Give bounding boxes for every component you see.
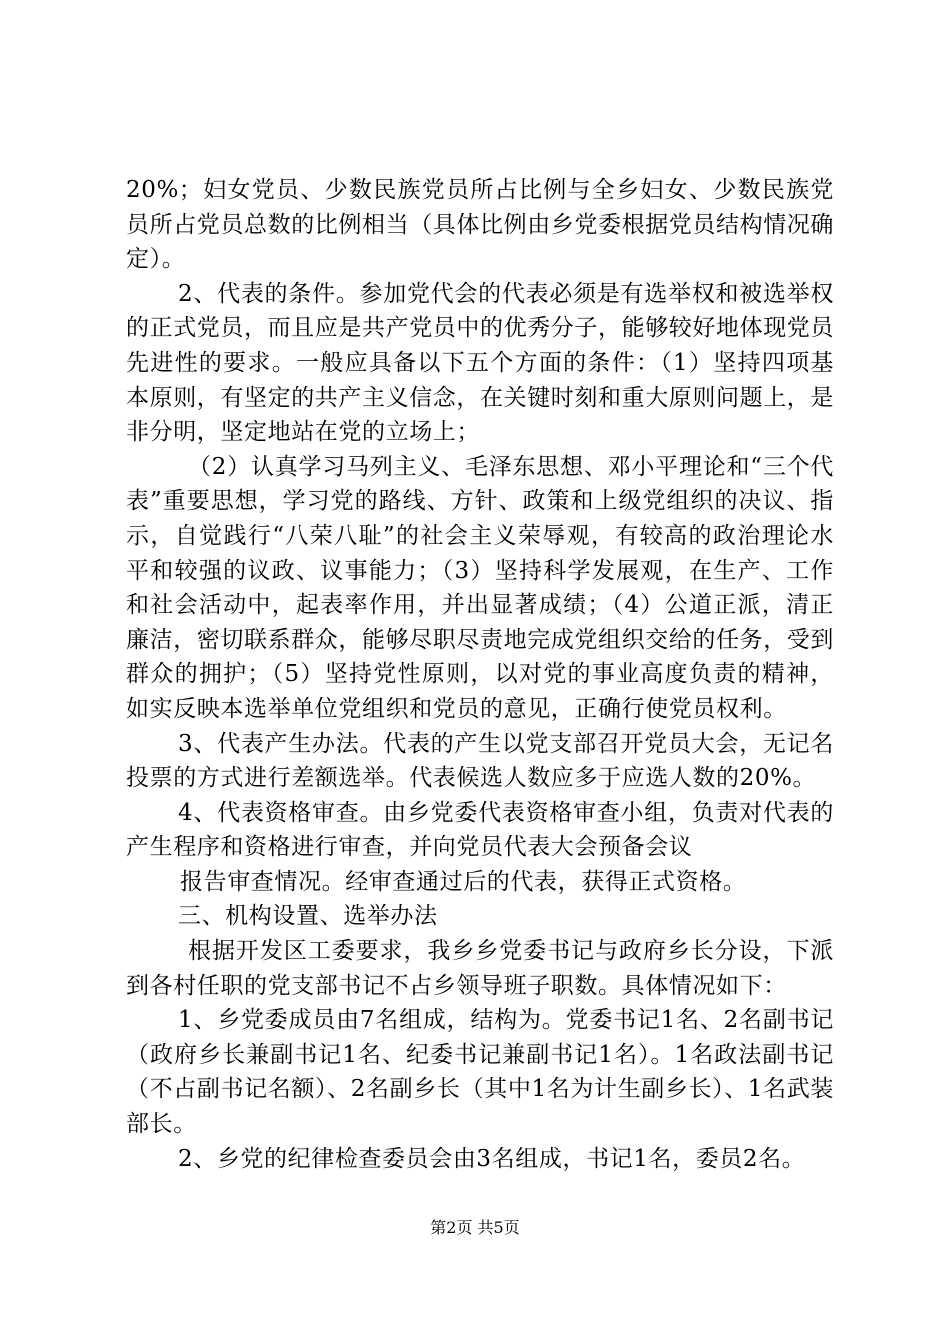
paragraph-discipline-committee: 2、乡党的纪律检查委员会由3名组成，书记1名，委员2名。 <box>178 1145 806 1172</box>
paragraph-conditions-list: （2）认真学习马列主义、毛泽东思想、邓小平理论和“三个代表”重要思想，学习党的路线、方针、政策和上级党组织的决议、指示，自觉践行“八荣八耻”的社会主义荣辱观，有较高的政治理论水平和较强的议政、议事能力；（3）坚持科学发展观，在生产、工作和社会活动中，起表率作用，并出显著成绩；（4）公道正派，清正廉洁，密切联系群众，能够尽职尽责地完成党组织交给的任务，受到群众的拥护；（5）坚持党性原则，以对党的事业高度负责的精神，如实反映本选举单位党组织和党员的意见，正确行使党员权利。 <box>126 453 834 722</box>
paragraph-continuation: 20%；妇女党员、少数民族党员所占比例与全乡妇女、少数民族党员所占党员总数的比例相当（具体比例由乡党委根据党员结构情况确定）。 <box>126 177 834 273</box>
paragraph-election-method: 3、代表产生办法。代表的产生以党支部召开党员大会，无记名投票的方式进行差额选举。代表候选人数应多于应选人数的20%。 <box>126 730 834 792</box>
section-heading-organization: 三、机构设置、选举办法 <box>178 903 438 930</box>
document-body <box>126 173 834 1176</box>
paragraph-zone-requirements: 根据开发区工委要求，我乡乡党委书记与政府乡长分设，下派到各村任职的党支部书记不占乡领导班子职数。具体情况如下： <box>126 938 834 999</box>
paragraph-representative-conditions: 2、代表的条件。参加党代会的代表必须是有选举权和被选举权的正式党员，而且应是共产党员中的优秀分子，能够较好地体现党员先进性的要求。一般应具备以下五个方面的条件：（1）坚持四项基本原则，有坚定的共产主义信念，在关键时刻和重大原则问题上，是非分明，坚定地站在党的立场上； <box>126 280 834 446</box>
page-number-footer: 第2页 共5页 <box>430 1218 520 1237</box>
paragraph-qualification-review: 4、代表资格审查。由乡党委代表资格审查小组，负责对代表的产生程序和资格进行审查，并向党员代表大会预备会议 <box>126 799 834 861</box>
paragraph-review-report: 报告审查情况。经审查通过后的代表，获得正式资格。 <box>180 868 747 895</box>
paragraph-committee-composition: 1、乡党委成员由7名组成，结构为。党委书记1名、2名副书记（政府乡长兼副书记1名、纪委书记兼副书记1名）。1名政法副书记（不占副书记名额）、2名副乡长（其中1名为计生副乡长）、1名武装部长。 <box>126 1007 834 1138</box>
